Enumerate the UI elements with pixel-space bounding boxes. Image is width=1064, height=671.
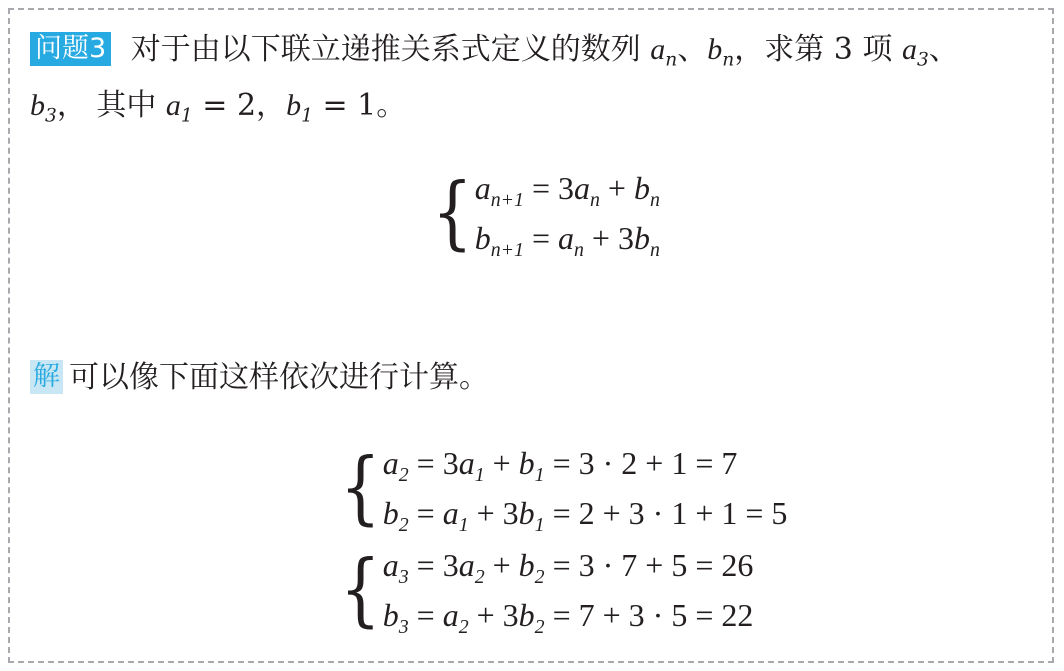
- step-system-1: [340, 438, 787, 538]
- var-a: a: [165, 89, 181, 122]
- step-eq: $b_2 = a_1 + 3b_1 = 2 + 3 \cdot 1 + 1 = 5$: [382, 495, 788, 536]
- step-eq: $a_2 = 3a_1 + b_1 = 3 \cdot 2 + 1 = 7$: [382, 445, 738, 486]
- solution-text: 可以像下面这样依次进行计算。: [69, 360, 489, 395]
- sub-3: 3: [916, 49, 929, 71]
- recurrence-system: [432, 163, 660, 263]
- var-b: b: [30, 89, 45, 122]
- sub-3: 3: [45, 105, 57, 127]
- solution-tag: 解: [30, 360, 63, 394]
- problem-ask: ，求第 3 项: [734, 32, 902, 67]
- problem-line-1: [30, 30, 959, 70]
- step-eq: $b_3 = a_2 + 3b_2 = 7 + 3 \cdot 5 = 22$: [382, 597, 754, 638]
- brace-icon: {: [340, 441, 381, 535]
- init-a-value: = 2，: [192, 88, 287, 123]
- init-b-value: = 1。: [312, 88, 407, 123]
- problem-tag: 问题3: [30, 32, 111, 66]
- sub-n: n: [722, 49, 735, 71]
- step-eq: $a_3 = 3a_2 + b_2 = 3 \cdot 7 + 5 = 26$: [382, 547, 754, 588]
- sub-n: n: [665, 49, 678, 71]
- var-b: b: [707, 33, 723, 66]
- sub-1: 1: [301, 105, 313, 127]
- var-a: a: [901, 33, 917, 66]
- var-b: b: [286, 89, 302, 122]
- separator: 、: [928, 32, 959, 67]
- step-system-2: [340, 540, 753, 640]
- sub-1: 1: [180, 105, 193, 127]
- comma: ，: [56, 88, 87, 123]
- where-text: 其中: [86, 88, 166, 123]
- var-a: a: [650, 33, 666, 66]
- recurrence-eq: $a_{n+1} = 3a_n + b_n$: [474, 170, 660, 211]
- brace-icon: {: [432, 166, 473, 260]
- problem-text: 对于由以下联立递推关系式定义的数列: [121, 32, 651, 67]
- recurrence-eq: $b_{n+1} = a_n + 3b_n$: [474, 220, 660, 261]
- brace-icon: {: [340, 543, 381, 637]
- problem-line-2: [30, 86, 406, 126]
- solution-line: [30, 358, 489, 398]
- separator: 、: [677, 32, 708, 67]
